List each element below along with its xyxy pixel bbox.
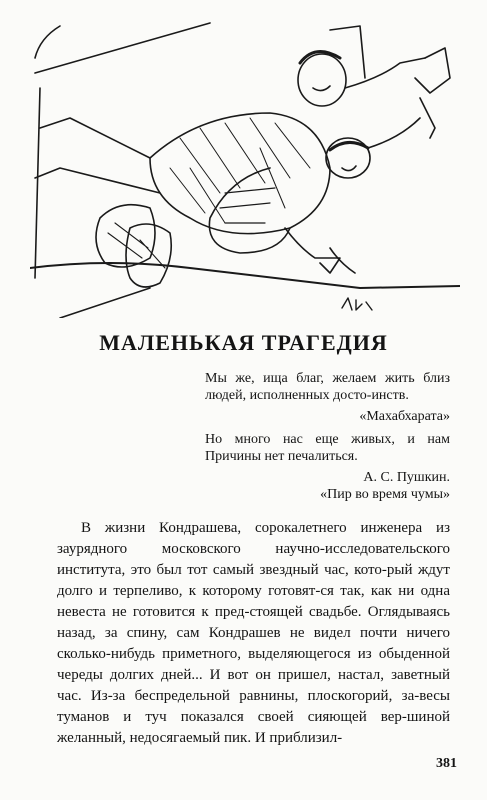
epigraphs [205,370,450,509]
illustration [30,18,460,318]
chapter-title: МАЛЕНЬКАЯ ТРАГЕДИЯ [99,330,388,355]
body-paragraph: В жизни Кондрашева, сорокалетнего инженера из заурядного московского научно-исследовательского института, это был тот самый звездный час, кото-рый ждут долго и терпеливо, к которому готовят-ся так, как ни одна невеста не готовится к пред-стоящей свадьбе. Оглядываясь назад, за спину, сам Кондрашев не видел почти ничего сколько-нибудь приметного, выделяющегося из обыденной череды долгих дней... И вот он пришел, настал, заветный час. Из-за беспредельной равнины, плоскогорий, за-весы туманов и туч показался своей сияющей вер-шиной желанный, недосягаемый пик. И приблизил- [57,520,450,746]
epigraph-2-text: Но много нас еще живых, и нам Причины нет печалиться. [205,432,450,464]
wrestling-figures-drawing [30,18,460,318]
epigraph-2-source-author: А. С. Пушкин. [363,470,450,485]
epigraph-2-source-work: «Пир во время чумы» [320,487,450,502]
epigraph-1-text: Мы же, ища благ, желаем жить близ людей, исполненных досто-инств. [205,371,450,403]
body-text [57,518,450,749]
page-number: 381 [436,756,457,771]
epigraph-1-source: «Махабхарата» [359,409,450,424]
